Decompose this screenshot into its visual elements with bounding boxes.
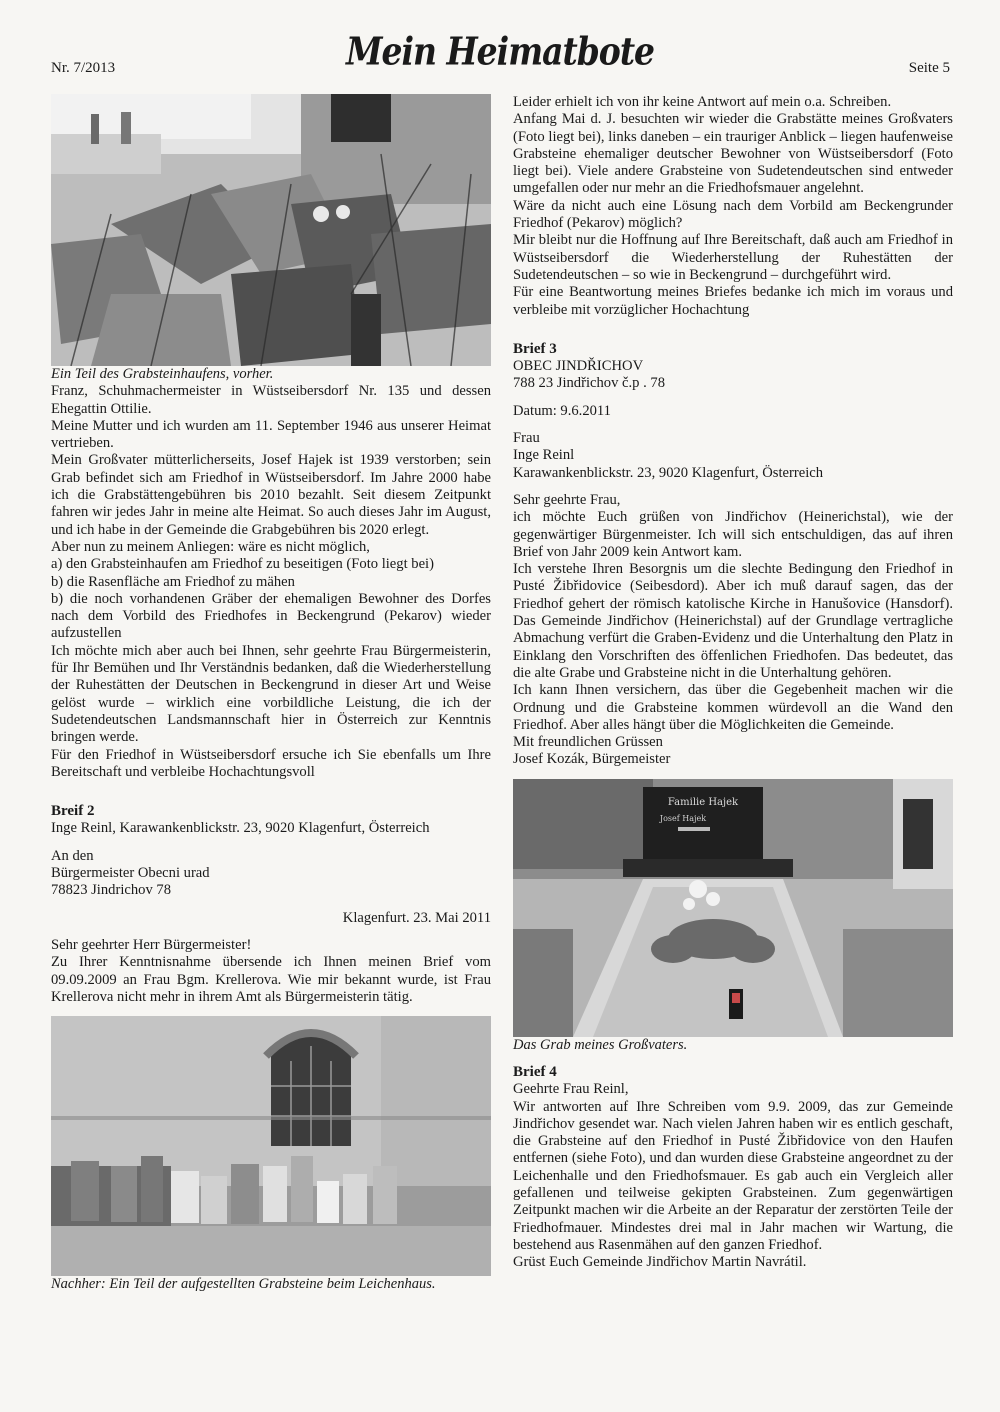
heading-brief-3: Brief 3: [513, 340, 557, 357]
letter-paragraph: Für eine Beantwortung meines Briefes bedanke ich mich im voraus und verbleibe mit vorzüglicher Hochachtung: [513, 284, 953, 318]
brief3-address: 788 23 Jindřichov č.p . 78: [513, 375, 666, 392]
caption-photo-before: Ein Teil des Grabsteinhaufens, vorher.: [51, 366, 274, 382]
masthead-logo: Mein Heimatbote: [345, 29, 655, 74]
letter-paragraph: Franz, Schuhmachermeister in Wüstseibersdorf Nr. 135 und dessen Ehegattin Ottilie.: [51, 383, 491, 417]
brief2-addressee: Bürgermeister Obecni urad: [51, 865, 210, 882]
brief2-city: 78823 Jindrichov 78: [51, 882, 171, 899]
grave-inscription: Familie Hajek: [667, 796, 739, 808]
letter-paragraph: Ich möchte mich aber auch bei Ihnen, sehr geehrte Frau Bürgermeisterin, für Ihr Bemühen und Ihr Verständnis bedanken, daß die Wiederherstellung der Ruhestätten der Deutschen in Beckengrund in dieser Art und Weise gelöst wurde – wirklich eine vorbildliche Leistung, die ich der Sudetendeutschen Landsmannschaft hier in Österreich zur Kenntnis bringen werde.: [51, 642, 491, 746]
right-column: [513, 94, 953, 1272]
letter-paragraph: Leider erhielt ich von ihr keine Antwort auf mein o.a. Schreiben.: [513, 94, 892, 110]
list-item: b) die noch vorhandenen Gräber der ehemaligen Bewohner des Dorfes nach dem Vorbild des Friedhofes in Beckengrund (Pekarov) wieder aufzustellen: [51, 590, 491, 642]
brief3-closing: Mit freundlichen Grüssen: [513, 734, 663, 751]
brief3-paragraph: Ich verstehe Ihren Besorgnis um die slechte Bedingung den Friedhof in Pusté Žibřidovice (Seibesdord). Aber ich muß darauf sagen, das der Friedhof gehert der römisch katolische Kirche in Hanušovice (Hansdorf). Das Gemeinde Jindřichov (Heinerichstal) auf der Grundlage vertragliche Abmachung verfürt die Graben-Evidenz und die Unterhaltung den Platz in Einklang den Vorschriften des öffenlichen Friedhofen. Das bedeutet, das die alte Grabe und Grabsteine nicht in die Unterhaltung gehören.: [513, 561, 953, 681]
photo-grandfather-grave: [513, 779, 953, 1037]
letter-paragraph: Mein Großvater mütterlicherseits, Josef Hajek ist 1939 verstorben; sein Grab befindet sich am Friedhof in Wüstseibersdorf. Im Jahre 2000 habe ich die Grabstättengebühren bis 2010 bezahlt. Seit diesem Zeitpunkt fahren wir jedes Jahr in meine alte Heimat. So auch dieses Jahr im August, und ich habe in der Gemeinde die Grabgebühren bis 2020 erlegt.: [51, 452, 491, 538]
page-number: Seite 5: [908, 60, 950, 76]
brief2-date: Klagenfurt. 23. Mai 2011: [342, 909, 491, 926]
brief3-paragraph: Ich kann Ihnen versichern, das über die Gegebenheit machen wir die Ordnung und die Grabsteine kommen würdevoll an die Wand den Friedhof. Aber alles hängt über die Möglichkeiten die Gemeinde.: [513, 682, 953, 733]
brief3-date: Datum: 9.6.2011: [513, 402, 611, 419]
grave-inscription-name: Josef Hajek: [659, 813, 707, 823]
caption-photo-grave: Das Grab meines Großvaters.: [513, 1036, 688, 1053]
issue-number: Nr. 7/2013: [51, 60, 116, 76]
brief2-sender: Inge Reinl, Karawankenblickstr. 23, 9020 Klagenfurt, Österreich: [51, 820, 430, 837]
brief2-to: An den: [51, 847, 94, 864]
brief3-recipient-address: Karawankenblickstr. 23, 9020 Klagenfurt, Österreich: [513, 464, 824, 481]
photo-gravestones-after: [51, 1016, 491, 1276]
brief2-salutation: Sehr geehrter Herr Bürgermeister!: [51, 936, 252, 953]
brief3-recipient-name: Inge Reinl: [513, 447, 575, 464]
letter-paragraph: Aber nun zu meinem Anliegen: wäre es nicht möglich,: [51, 538, 370, 555]
list-item: b) die Rasenfläche am Friedhof zu mähen: [51, 573, 295, 590]
brief3-signature: Josef Kozák, Bürgemeister: [513, 751, 671, 768]
list-item: a) den Grabsteinhaufen am Friedhof zu beseitigen (Foto liegt bei): [51, 556, 434, 573]
brief2-body: Zu Ihrer Kenntnisnahme übersende ich Ihnen meinen Brief vom 09.09.2009 an Frau Bgm. Krellerova. Wie mir bekannt wurde, ist Frau Krellerova nicht mehr in ihrem Amt als Bürgermeisterin tätig.: [51, 954, 491, 1005]
photo-gravestone-pile: [51, 94, 491, 366]
brief3-org: OBEC JINDŘICHOV: [513, 358, 644, 375]
heading-brief-4: Brief 4: [513, 1063, 557, 1080]
brief4-salutation: Geehrte Frau Reinl,: [513, 1081, 629, 1098]
heading-brief-2: Breif 2: [51, 803, 95, 820]
brief3-paragraph: ich möchte Euch grüßen von Jindřichov (Heinerichstal), wie der gegenwärtiger Bürgenmeister. Ich will sich entschuldigen, das auf ihren Brief von Jahr 2009 kein Antwort kam.: [513, 509, 953, 560]
letter-paragraph: Mir bleibt nur die Hoffnung auf Ihre Bereitschaft, daß auch am Friedhof in Wüstseibersdorf die Wiederherstellung der Ruhestätten der Sudetendeutschen – so wie in Beckengrund – durchgeführt wird.: [513, 232, 953, 283]
left-column: [51, 94, 491, 1293]
letter-paragraph: Anfang Mai d. J. besuchten wir wieder die Grabstätte meines Großvaters (Foto liegt bei), links daneben – ein trauriger Anblick – liegen haufenweise Grabsteine ehemaliger deutscher Bewohner von Wüstseibersdorf (Foto liegt bei). Viele andere Grabsteine von Sudetendeutschen sind entweder umgefallen oder nur mehr an die Friedhofsmauer angelehnt.: [513, 111, 953, 197]
brief4-closing: Grüst Euch Gemeinde Jindřichov Martin Navrátil.: [513, 1254, 807, 1271]
brief3-recipient-title: Frau: [513, 430, 540, 447]
brief3-salutation: Sehr geehrte Frau,: [513, 491, 621, 508]
page-header: [0, 0, 1000, 95]
letter-paragraph: Meine Mutter und ich wurden am 11. September 1946 aus unserer Heimat vertrieben.: [51, 417, 491, 452]
caption-photo-after: Nachher: Ein Teil der aufgestellten Grabsteine beim Leichenhaus.: [51, 1276, 436, 1293]
brief4-body: Wir antworten auf Ihre Schreiben vom 9.9. 2009, das zur Gemeinde Jindřichov gesendet war. Nach vielen Jahren haben wir es entlich geschaft, die Grabsteine auf den Friedhof in Pusté Žibřidovice von den Haufen entfernen (siehe Foto), und dan wurden diese Grabsteine angeordnet zu der Leichenhalle und den Friedhofsmauer. Es gab auch ein Vergleich aller gefallenen und teilweise gekipten Grabsteinen. Zum gegenwärtigen Zeitpunkt machen wir die Arbeite an der Reparatur der zerstörten Teile der Friedhofmauer. Mindestes drei mal in Jahr machen wir Wartung, die bestehend aus Rasenmähen auf den ganzen Friedhof.: [513, 1098, 953, 1253]
letter-paragraph: Wäre da nicht auch eine Lösung nach dem Vorbild am Beckengrunder Friedhof (Pekarov) möglich?: [513, 197, 953, 232]
letter-paragraph: Für den Friedhof in Wüstseibersdorf ersuche ich Sie ebenfalls um Ihre Bereitschaft und verbleibe Hochachtungsvoll: [51, 746, 491, 780]
